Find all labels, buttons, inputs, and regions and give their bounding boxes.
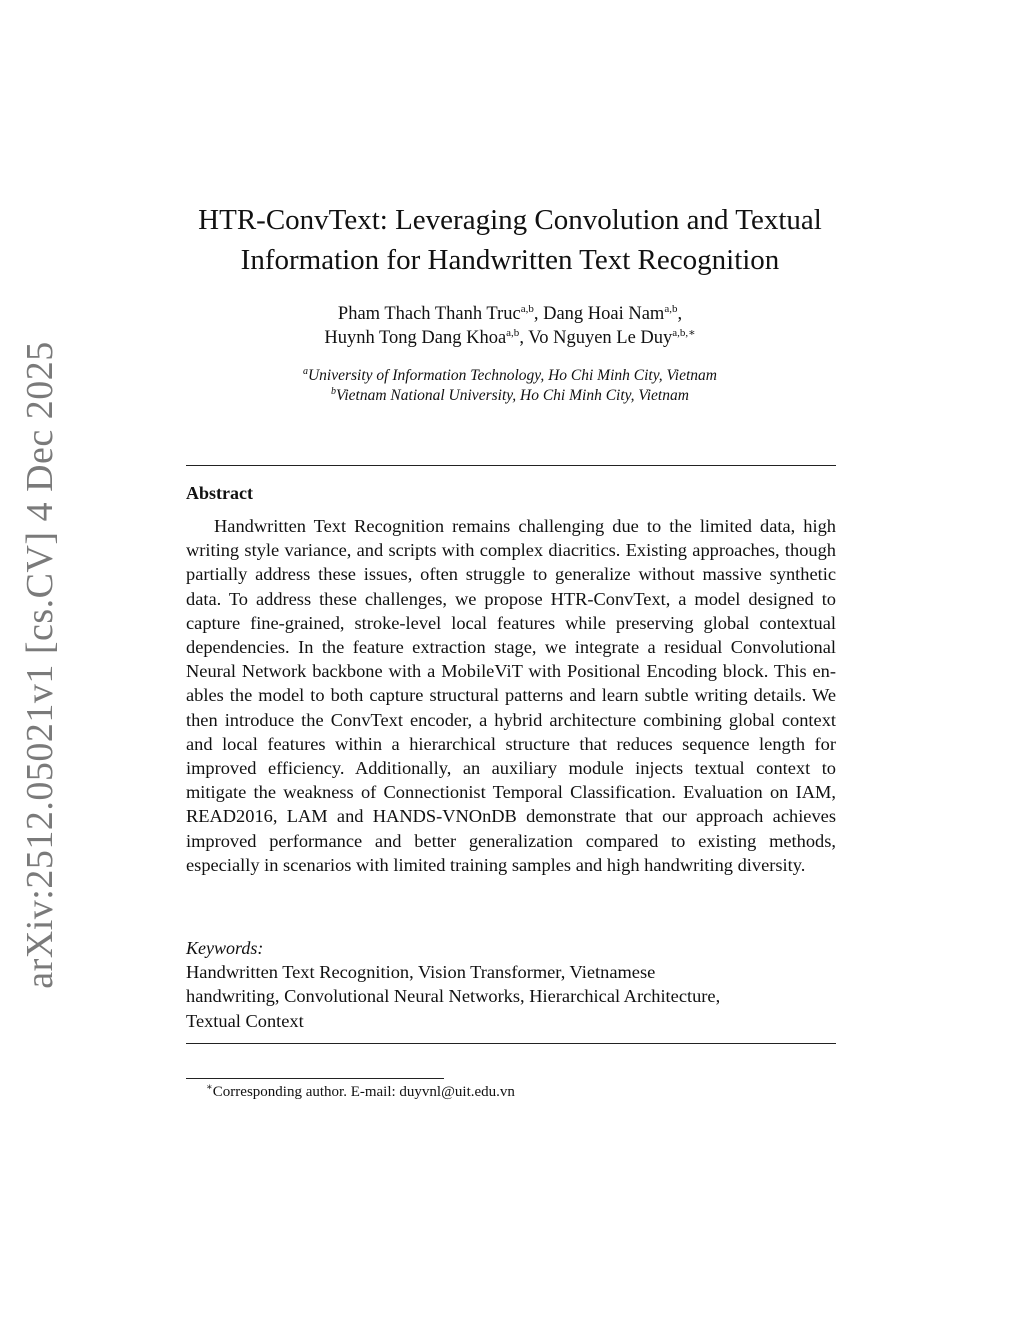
affiliation-a xyxy=(150,366,870,386)
author-name: Pham Thach Thanh Truc xyxy=(337,304,521,324)
paper-title xyxy=(150,200,870,280)
author-affiliation-mark: a,b xyxy=(664,302,678,315)
author-list xyxy=(150,302,870,350)
author-separator: , xyxy=(533,304,544,324)
author-affiliation-mark: a,b xyxy=(506,326,520,339)
title-line-1: HTR-ConvText: Leveraging Convolution and Textual xyxy=(198,204,822,236)
affiliation-text: Vietnam National University, Ho Chi Minh City, Vietnam xyxy=(336,387,689,404)
author-line-1 xyxy=(150,302,870,326)
author-name: Huynh Tong Dang Khoa xyxy=(324,328,507,348)
keywords-line-2: handwriting, Convolutional Neural Networks, Hierarchical Architecture, xyxy=(186,986,721,1007)
affiliation-b xyxy=(150,386,870,406)
author-line-2 xyxy=(150,326,870,350)
author-separator: , xyxy=(677,304,683,324)
keywords-list xyxy=(186,960,826,1033)
footnote-text: Corresponding author. E-mail: duyvnl@uit.edu.vn xyxy=(212,1084,515,1100)
keywords-line-1: Handwritten Text Recognition, Vision Transformer, Vietnamese xyxy=(186,962,656,982)
corresponding-author-footnote xyxy=(206,1082,515,1102)
author-name: Dang Hoai Nam xyxy=(543,304,665,324)
abstract-heading: Abstract xyxy=(186,483,253,503)
footnote-mark: ∗ xyxy=(206,1082,213,1093)
arxiv-sidebar xyxy=(0,0,80,1325)
author-affiliation-mark: a,b xyxy=(520,302,534,315)
abstract-top-rule xyxy=(186,465,836,466)
author-separator: , xyxy=(519,328,529,348)
footnote-rule xyxy=(186,1078,444,1079)
abstract-bottom-rule xyxy=(186,1043,836,1044)
affiliation-mark: a xyxy=(302,365,308,377)
affiliation-text: University of Information Technology, Ho Chi Minh City, Vietnam xyxy=(307,367,717,384)
keywords-label: Keywords: xyxy=(186,938,264,958)
author-name: Vo Nguyen Le Duy xyxy=(528,328,673,348)
abstract-body: Handwritten Text Recognition remains challenging due to the limited data, high writing style variance, and scripts with complex diacritics. Existing approaches, though partially address these issues, often struggle to generalize without massive synthetic data. To address these challenges, we propose HTR-ConvText, a model designed to capture fine-grained, stroke-level local features while preserving global contextual dependencies. In the feature extraction stage, we integrate a residual Convolutional Neural Network backbone with a MobileViT with Positional Encoding block. This enables the model to both capture structural patterns and learn subtle writing details. We then introduce the ConvText encoder, a hybrid architecture combining global context and local features within a hierarchical structure that reduces sequence length for improved efficiency. Additionally, an auxiliary module injects textual context to mitigate the weakness of Connectionist Temporal Classification. Evaluation on IAM, READ2016, LAM and HANDS-VNOnDB demonstrate that our approach achieves improved performance and better generalization compared to existing methods, especially in scenarios with limited training samples and high handwriting diversity. xyxy=(186,516,836,875)
affiliation-list xyxy=(150,366,870,406)
arxiv-identifier: arXiv:2512.05021v1 [cs.CV] 4 Dec 2025 xyxy=(19,341,61,989)
keywords-line-3: Textual Context xyxy=(186,1010,304,1031)
affiliation-mark: b xyxy=(331,385,337,397)
author-affiliation-mark: a,b,∗ xyxy=(672,326,696,339)
title-line-2: Information for Handwritten Text Recognition xyxy=(240,244,780,276)
